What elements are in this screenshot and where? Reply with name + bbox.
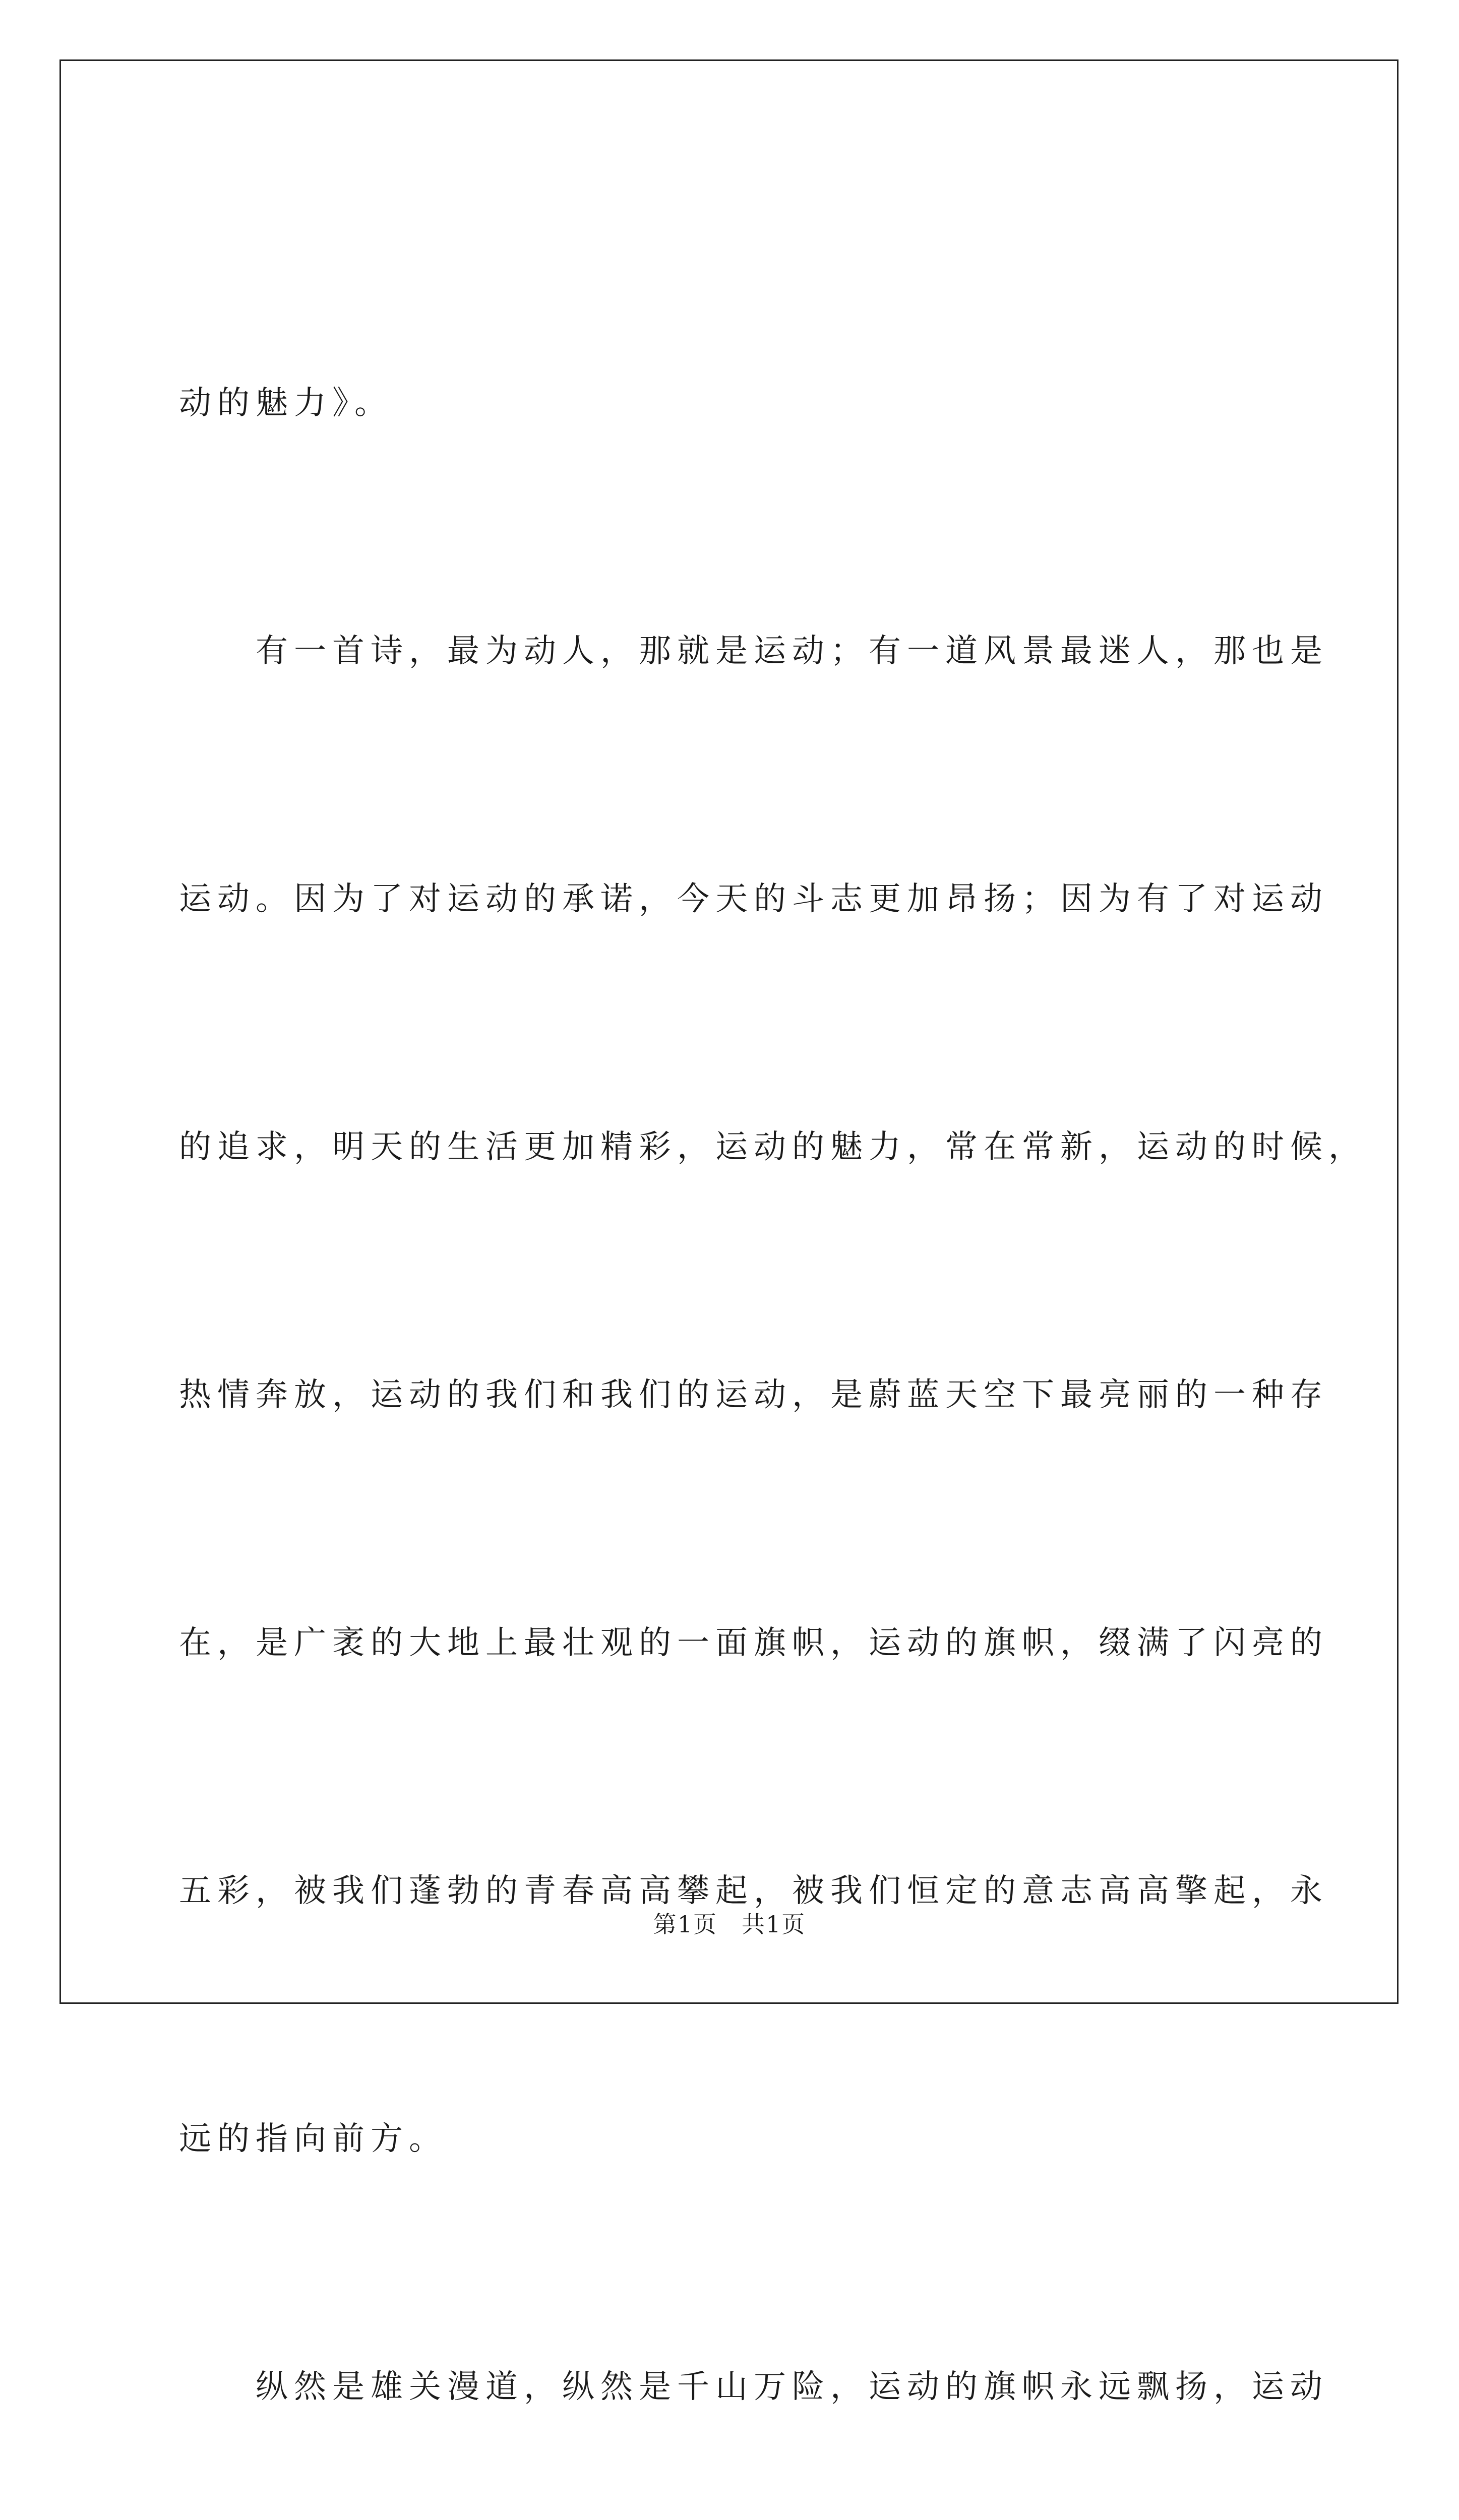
text-line: 纵然是雄关漫道，纵然是千山万险，运动的旗帜永远飘扬，运动 bbox=[179, 2368, 1328, 2406]
text-line: 在，是广袤的大地上最壮观的一面旗帜，运动的旗帜，缀满了闪亮的 bbox=[179, 1624, 1328, 1662]
text-line: 的追求，明天的生活更加精彩，运动的魅力，常在常新，运动的时候， bbox=[179, 1128, 1367, 1166]
text-line: 热情奔放，运动的我们和我们的运动，是蔚蓝天空下最亮丽的一种存 bbox=[179, 1376, 1328, 1414]
text-line: 五彩，被我们蓬勃的青春高高攀起，被我们恒定的意志高高擎起，永 bbox=[179, 1872, 1328, 1910]
text-line: 远的指向前方。 bbox=[179, 2120, 447, 2158]
page-number: 第1页 共1页 bbox=[653, 1911, 806, 1938]
body-text bbox=[179, 197, 1367, 2520]
text-line: 运动。因为了对运动的承诺，今天的斗志更加昂扬；因为有了对运动 bbox=[179, 880, 1328, 918]
text-line: 有一首诗，最为动人，那就是运动；有一道风景最迷人，那也是 bbox=[179, 633, 1328, 670]
text-line: 动的魅力》。 bbox=[179, 385, 393, 422]
